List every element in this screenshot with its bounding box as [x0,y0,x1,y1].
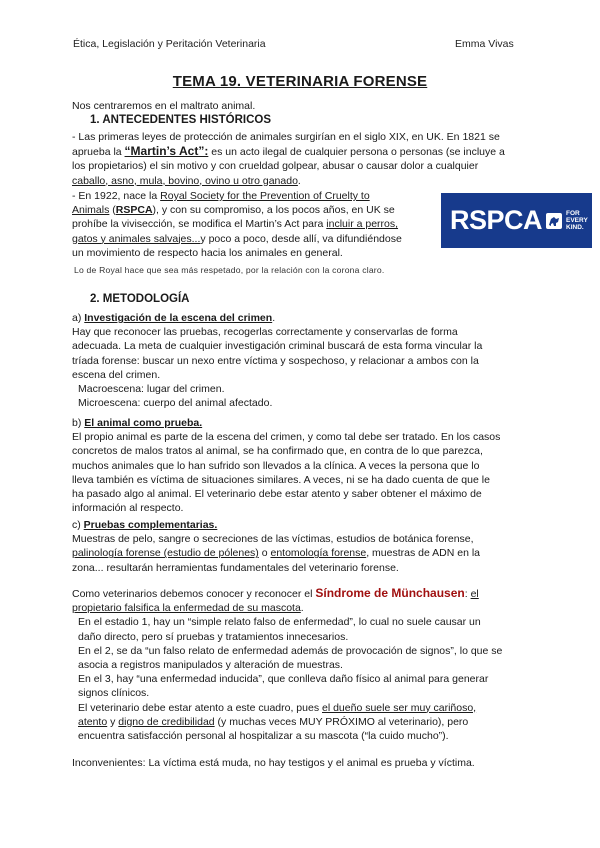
header-subject: Ética, Legislación y Peritación Veterinaria [73,38,266,50]
munchausen-section: Como veterinarios debemos conocer y reconocer el Síndrome de Münchausen: el propietario falsifica la enfermedad de su mascota. En el estadio 1, hay un “simple relato falso de enfermedad”, lo cual no suele causar un daño directo, pero sí pruebas y tratamientos innecesarios. En el 2, se da “un falso relato de enfermedad además de provocación de signos”, lo que se asocia a registros manipulados y alteración de muestras. En el 3, hay “una enfermedad inducida”, que conlleva daño físico al animal para generar signos clínicos. El veterinario debe estar atento a este cuadro, pues el dueño suele ser muy cariñoso, atento y digno de credibilidad (y muchas veces MUY PRÓXIMO al veterinario), pero encuentra satisfacción personal al hospitalizar a su mascota (“la cuido mucho”). [72,586,503,743]
section1-heading: 1. ANTECEDENTES HISTÓRICOS [90,114,272,126]
section2-a: a) Investigación de la escena del crimen. Hay que reconocer las pruebas, recogerlas correctamente y conservarlas de forma adecuada. La meta de cualquier investigación criminal buscará de esta forma vincular la tríada forense: buscar un nexo entre víctima y sospechoso, y relacionar a ambos con la escena del crimen. Macroescena: lugar del crimen. Microescena: cuerpo del animal afectado. [72,311,534,410]
rspca-logo-text: RSPCA [450,205,543,235]
section2-b: b) El animal como prueba. El propio animal es parte de la escena del crimen, y como tal debe ser tratado. En los casos concretos de malos tratos al animal, se ha confirmado que, en contra de lo que parezca, muchos animales que lo han sufrido son llevados a la clínica. A veces la persona que lo lleva también es víctima de situaciones similares. A veces, ni se ha dado cuenta de que le ha pasado algo al animal. El veterinario debe estar atento y saber obtener el máximo de información al respecto. [72,417,501,515]
side-note: Lo de Royal hace que sea más respetado, por la relación con la corona claro. [74,265,385,275]
martins-act-term: “Martin’s Act”: [124,144,209,159]
inconvenientes-text: Inconvenientes: La víctima está muda, no hay testigos y el animal es prueba y víctima. [72,757,475,769]
dog-icon [546,213,562,229]
section1-paragraph2: - En 1922, nace la Royal Society for the Prevention of Cruelty to Animals (RSPCA), y con su compromiso, a los pocos años, en UK se prohíbe la vivisección, se modifica el Martin’s Act para incluir a perros, gatos y animales salvajes...y poco a poco, desde allí, va difundiéndose un movimiento de respecto hacia los animales en general. [72,190,402,259]
rspca-tagline: FOR EVERY KIND. [566,210,588,231]
header-author: Emma Vivas [455,38,514,50]
rspca-term: RSPCA [115,204,153,217]
royal-society-link: Royal Society for the Prevention of Cruelty to [160,190,370,202]
page-title: TEMA 19. VETERINARIA FORENSE [172,73,428,90]
microescena-item: Microescena: cuerpo del animal afectado. [78,397,273,410]
section2-heading: 2. METODOLOGÍA [90,293,190,305]
intro-text: Nos centraremos en el maltrato animal. [72,100,256,112]
rspca-logo [441,193,592,248]
section2-c: c) Pruebas complementarias. Muestras de pelo, sangre o secreciones de las víctimas, estudios de botánica forense, palinología forense (estudio de pólenes) o entomología forense, muestras de ADN en la zona... resultarán herramientas fundamentales del veterinario forense. [72,519,481,574]
munchausen-term: Síndrome de Münchausen [315,586,465,600]
macroescena-item: Macroescena: lugar del crimen. [78,383,225,396]
section1-paragraph1: - Las primeras leyes de protección de animales surgirían en el siglo XIX, en UK. En 1821 se aprueba la “Martin’s Act”: es un acto ilegal de cualquier persona o personas (se incluye a los propietarios) el sin motivo y con crueldad golpear, abusar o causar dolor a cualquier caballo, asno, mula, bovino, ovino u otro ganado. [72,131,505,187]
